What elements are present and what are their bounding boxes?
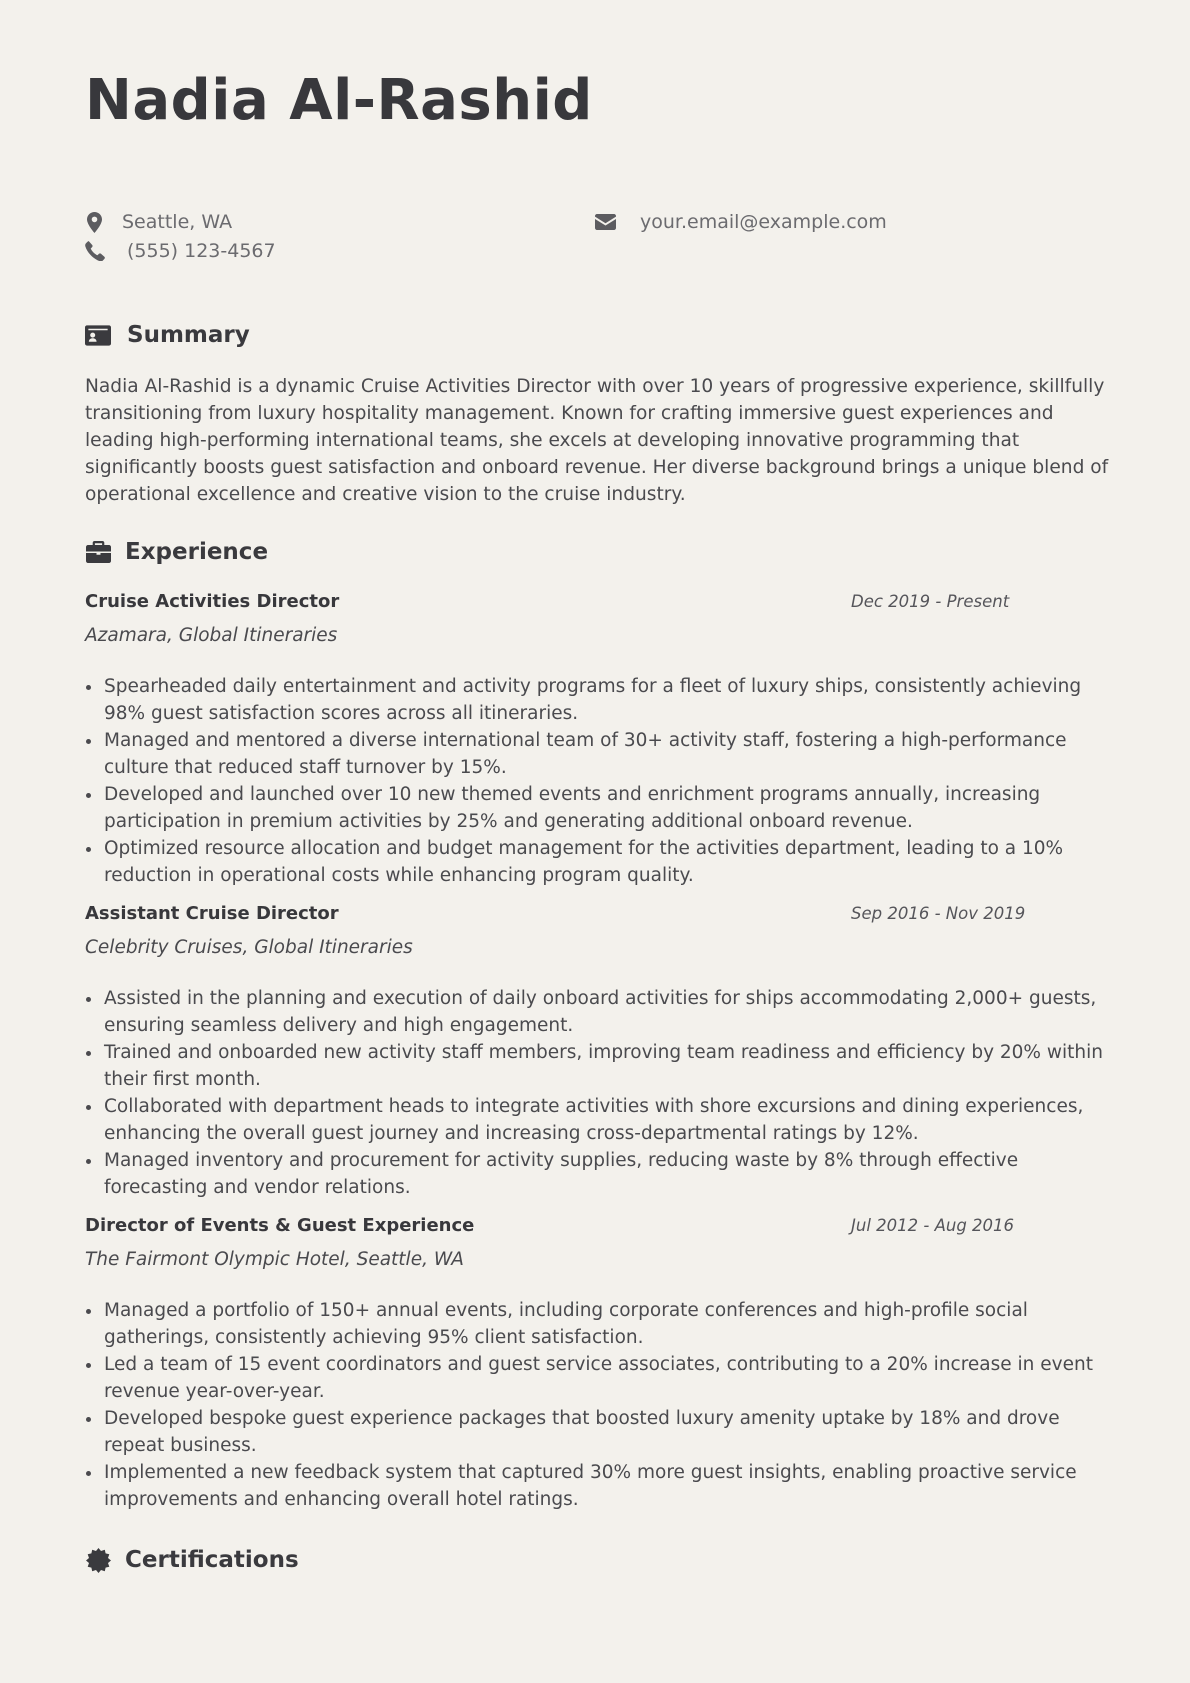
- list-item: Trained and onboarded new activity staff members, improving team readiness and efficiency by 20% within their first month.: [85, 1039, 1110, 1093]
- job-dates: Jul 2012 - Aug 2016: [851, 1216, 1015, 1235]
- job-company: Celebrity Cruises, Global Itineraries: [85, 937, 413, 958]
- email-link[interactable]: your.email@example.com: [640, 211, 887, 233]
- list-item: Implemented a new feedback system that captured 30% more guest insights, enabling proactive service improvements and enhancing overall hotel ratings.: [85, 1459, 1110, 1513]
- job-title: Assistant Cruise Director: [85, 903, 339, 924]
- list-item: Developed bespoke guest experience packages that boosted luxury amenity uptake by 18% and drove repeat business.: [85, 1405, 1110, 1459]
- contact-location: [85, 211, 232, 233]
- job-dates: Sep 2016 - Nov 2019: [851, 904, 1026, 923]
- contact-phone: [85, 240, 276, 262]
- phone-text: (555) 123-4567: [127, 240, 276, 262]
- candidate-name: Nadia Al-Rashid: [85, 68, 593, 133]
- job-title: Director of Events & Guest Experience: [85, 1215, 475, 1236]
- briefcase-icon: [85, 539, 111, 565]
- location-text: Seattle, WA: [122, 211, 233, 233]
- job-title: Cruise Activities Director: [85, 591, 340, 612]
- list-item: Spearheaded daily entertainment and activity programs for a fleet of luxury ships, consistently achieving 98% guest satisfaction scores across all itineraries.: [85, 673, 1110, 727]
- job-company: Azamara, Global Itineraries: [85, 625, 338, 646]
- certifications-heading-label: Certifications: [125, 1547, 299, 1573]
- certifications-heading: [85, 1547, 299, 1573]
- list-item: Managed and mentored a diverse international team of 30+ activity staff, fostering a high-performance culture that reduced staff turnover by 15%.: [85, 727, 1110, 781]
- map-marker-icon: [85, 211, 103, 233]
- certificate-icon: [85, 1547, 111, 1573]
- list-item: Developed and launched over 10 new themed events and enrichment programs annually, increasing participation in premium activities by 25% and generating additional onboard revenue.: [85, 781, 1110, 835]
- contact-email: [594, 211, 887, 233]
- summary-heading: [85, 322, 250, 348]
- summary-heading-label: Summary: [127, 322, 250, 348]
- list-item: Assisted in the planning and execution of daily onboard activities for ships accommodating 2,000+ guests, ensuring seamless delivery and high engagement.: [85, 985, 1110, 1039]
- job-bullets: [85, 1297, 1110, 1513]
- experience-heading-label: Experience: [125, 539, 269, 565]
- job-bullets: [85, 985, 1110, 1201]
- envelope-icon: [594, 211, 616, 233]
- list-item: Led a team of 15 event coordinators and guest service associates, contributing to a 20% increase in event revenue year-over-year.: [85, 1351, 1110, 1405]
- list-item: Managed a portfolio of 150+ annual events, including corporate conferences and high-profile social gatherings, consistently achieving 95% client satisfaction.: [85, 1297, 1110, 1351]
- summary-text: Nadia Al-Rashid is a dynamic Cruise Activities Director with over 10 years of progressive experience, skillfully transitioning from luxury hospitality management. Known for crafting immersive guest experiences and leading high-performing international teams, she excels at developing innovative programming that significantly boosts guest satisfaction and onboard revenue. Her diverse background brings a unique blend of operational excellence and creative vision to the cruise industry.: [85, 376, 1109, 505]
- list-item: Managed inventory and procurement for activity supplies, reducing waste by 8% through effective forecasting and vendor relations.: [85, 1147, 1110, 1201]
- phone-icon: [85, 240, 105, 262]
- job-dates: Dec 2019 - Present: [851, 592, 1010, 611]
- experience-heading: [85, 539, 268, 565]
- list-item: Optimized resource allocation and budget management for the activities department, leading to a 10% reduction in operational costs while enhancing program quality.: [85, 835, 1110, 889]
- job-bullets: [85, 673, 1110, 889]
- list-item: Collaborated with department heads to integrate activities with shore excursions and dining experiences, enhancing the overall guest journey and increasing cross-departmental ratings by 12%.: [85, 1093, 1110, 1147]
- job-company: The Fairmont Olympic Hotel, Seattle, WA: [85, 1249, 464, 1270]
- id-card-icon: [85, 322, 111, 348]
